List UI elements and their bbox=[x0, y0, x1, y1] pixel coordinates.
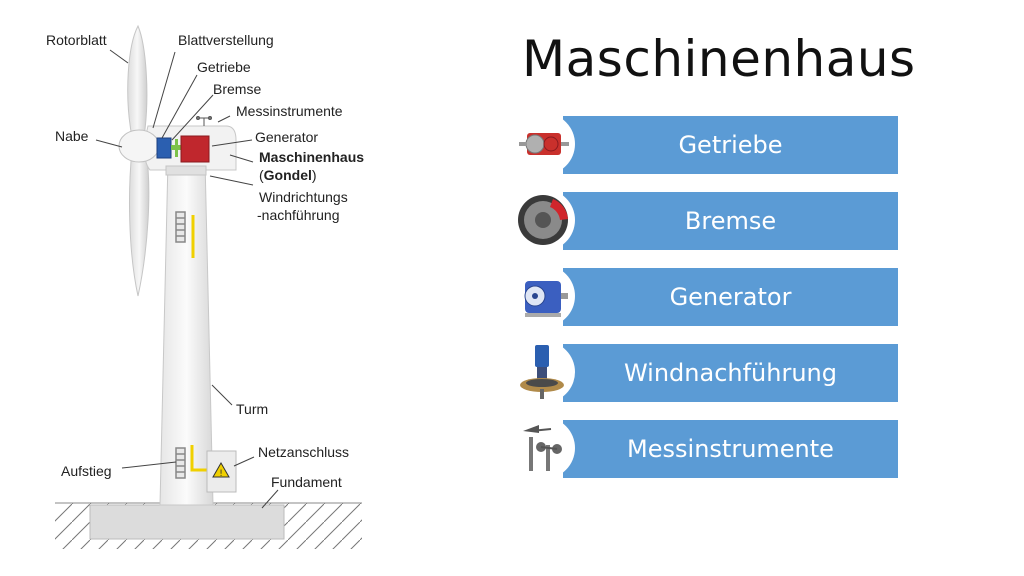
foundation bbox=[90, 505, 284, 539]
gearbox-icon bbox=[513, 113, 575, 175]
gondel-close-paren: ) bbox=[311, 167, 317, 183]
page-title: Maschinenhaus bbox=[522, 30, 916, 88]
label-netzanschluss: Netzanschluss bbox=[258, 444, 350, 460]
component-bar: Bremse bbox=[563, 192, 898, 250]
yaw-drive-icon bbox=[513, 341, 575, 403]
component-bar: Windnachführung bbox=[563, 344, 898, 402]
tower bbox=[160, 160, 213, 505]
label-messinstrumente: Messinstrumente bbox=[236, 103, 343, 119]
svg-text:!: ! bbox=[219, 469, 223, 479]
measuring-instruments bbox=[197, 117, 212, 127]
label-fundament: Fundament bbox=[271, 474, 342, 490]
yaw-bearing bbox=[166, 166, 206, 175]
component-row-windnachfuehrung bbox=[513, 344, 898, 402]
gondel-open-paren: ( bbox=[259, 167, 264, 183]
brake-disc-icon bbox=[513, 189, 575, 251]
gondel-text: Gondel bbox=[263, 167, 312, 183]
component-bar: Getriebe bbox=[563, 116, 898, 174]
hub bbox=[119, 130, 159, 162]
label-maschinenhaus: Maschinenhaus bbox=[259, 149, 365, 165]
label-nabe: Nabe bbox=[55, 128, 89, 144]
component-row-getriebe bbox=[513, 116, 898, 174]
brake bbox=[175, 139, 178, 157]
component-row-bremse bbox=[513, 192, 898, 250]
label-generator: Generator bbox=[255, 129, 319, 145]
component-row-messinstrumente bbox=[513, 420, 898, 478]
gearbox bbox=[157, 138, 171, 158]
label-getriebe: Getriebe bbox=[197, 59, 251, 75]
component-row-generator bbox=[513, 268, 898, 326]
rotor-blade-bottom bbox=[130, 150, 149, 296]
component-bar: Messinstrumente bbox=[563, 420, 898, 478]
label-turm: Turm bbox=[236, 401, 269, 417]
rotor-blade-top bbox=[128, 26, 147, 137]
label-gondel bbox=[259, 167, 317, 184]
generator-icon bbox=[513, 265, 575, 327]
label-rotorblatt: Rotorblatt bbox=[46, 32, 107, 48]
label-bremse: Bremse bbox=[213, 81, 262, 97]
label-windrichtung-1: Windrichtungs bbox=[259, 189, 348, 205]
label-windrichtung-2: -nachführung bbox=[257, 207, 340, 223]
anemometer-icon bbox=[513, 417, 575, 479]
component-bar: Generator bbox=[563, 268, 898, 326]
label-blattverstellung: Blattverstellung bbox=[178, 32, 274, 48]
generator bbox=[181, 136, 209, 162]
label-aufstieg: Aufstieg bbox=[61, 463, 112, 479]
